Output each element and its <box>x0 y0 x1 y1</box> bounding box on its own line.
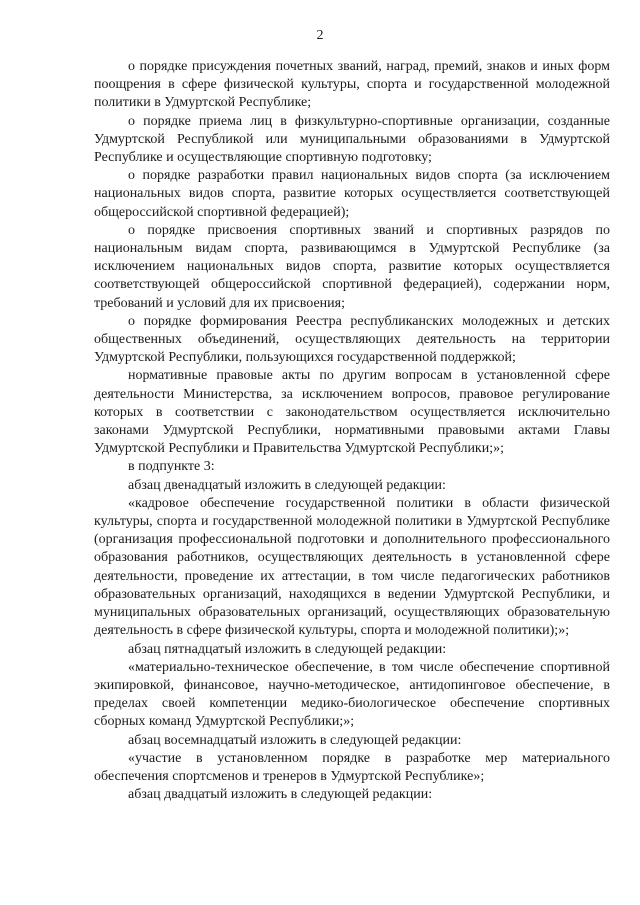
paragraph: абзац восемнадцатый изложить в следующей редакции: <box>128 732 462 748</box>
paragraph: нормативные правовые акты по другим вопросам в установленной сфере деятельности Министерства, за исключением вопросов, правовое регулирование которых в соответствии с законодательством осуществляется исключительно законами Удмуртской Республики, нормативными правовыми актами Главы Удмуртской Республики и Правительства Удмуртской Республики;»; <box>94 368 610 457</box>
paragraph: о порядке разработки правил национальных видов спорта (за исключением национальных видов спорта, развитие которых осуществляется соответствующей общероссийской спортивной федерацией); <box>94 168 610 220</box>
paragraph: «материально-техническое обеспечение, в том числе обеспечение спортивной экипировкой, финансовое, научно-методическое, антидопинговое обеспечение, в пределах своей компетенции медико-биологическое обеспечение спортивных сборных команд Удмуртской Республики;»; <box>94 659 610 730</box>
paragraph: абзац двадцатый изложить в следующей редакции: <box>128 787 433 803</box>
paragraph: абзац двенадцатый изложить в следующей редакции: <box>128 477 446 493</box>
paragraph: «кадровое обеспечение государственной политики в области физической культуры, спорта и государственной молодежной политики в Удмуртской Республике (организация профессиональной подготовки и дополнительного профессионального образования работников, осуществляющих деятельность в установленной сфере деятельности, проведение их аттестации, в том числе педагогических работников образовательных организаций, находящихся в ведении Удмуртской Республики, и муниципальных образовательных организаций, осуществляющих образовательную деятельность в сфере физической культуры, спорта и молодежной политики);»; <box>94 495 610 639</box>
paragraph: о порядке присуждения почетных званий, наград, премий, знаков и иных форм поощрения в сфере физической культуры, спорта и государственной молодежной политики в Удмуртской Республике; <box>94 59 610 111</box>
document-body <box>94 58 610 804</box>
paragraph: абзац пятнадцатый изложить в следующей редакции: <box>128 641 447 657</box>
paragraph: о порядке присвоения спортивных званий и спортивных разрядов по национальным видам спорта, развивающимся в Удмуртской Республике (за исключением национальных видов спорта, развитие которых осуществляется соответствующей общероссийской спортивной федерацией), содержании норм, требований и условий для их присвоения; <box>94 222 610 311</box>
paragraph: в подпункте 3: <box>128 459 215 475</box>
paragraph: «участие в установленном порядке в разработке мер материального обеспечения спортсменов и тренеров в Удмуртской Республике»; <box>94 750 610 784</box>
paragraph: о порядке приема лиц в физкультурно-спортивные организации, созданные Удмуртской Республикой или муниципальными образованиями в Удмуртской Республике и осуществляющие спортивную подготовку; <box>94 113 610 166</box>
page-number: 2 <box>316 28 324 43</box>
paragraph: о порядке формирования Реестра республиканских молодежных и детских общественных объединений, осуществляющих деятельность на территории Удмуртской Республики, пользующихся государственной поддержкой; <box>94 313 610 366</box>
